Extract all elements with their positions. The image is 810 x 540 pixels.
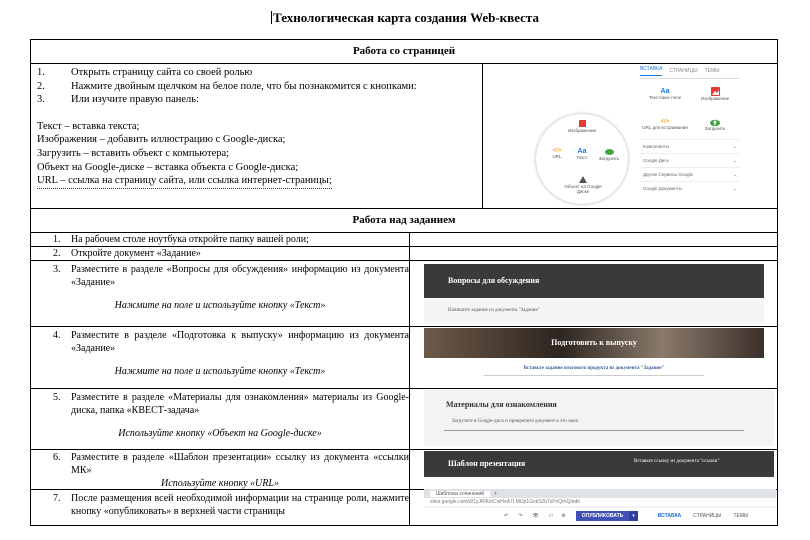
code-icon: </> xyxy=(552,148,562,154)
drive-icon xyxy=(579,176,587,183)
upload-button[interactable]: Загрузить xyxy=(690,109,740,139)
panel-list-item[interactable]: Компоненты ⌄ xyxy=(640,139,740,153)
new-tab-icon[interactable]: + xyxy=(494,490,497,497)
publish-button[interactable]: ОПУБЛИКОВАТЬ xyxy=(576,511,629,521)
text-icon: Aa xyxy=(577,148,587,155)
radial-insert-menu xyxy=(536,114,628,204)
code-icon: </> xyxy=(660,118,670,125)
tab-themes[interactable]: ТЕМЫ xyxy=(733,512,749,519)
table-row: 2. Откройте документ «Задание» xyxy=(31,247,777,261)
image-icon xyxy=(579,120,586,127)
tab-themes[interactable]: ТЕМЫ xyxy=(704,68,720,74)
add-user-icon[interactable]: ⚇ xyxy=(548,512,554,519)
note-line: Объект на Google-диске – вставка объекта с Google-диска; xyxy=(37,161,299,173)
note-line: Загрузить – вставить объект с компьютера; xyxy=(37,147,230,159)
tab-pages[interactable]: СТРАНИЦЫ xyxy=(693,512,722,519)
panel-list-item[interactable]: Google Документы ⌄ xyxy=(640,181,740,195)
undo-icon[interactable]: ↶ xyxy=(504,512,509,519)
note-line: URL – ссылка на страницу сайта, или ссылка интернет-страницы; xyxy=(37,174,332,189)
radial-drive-option[interactable]: Объект на Google Диске xyxy=(560,176,606,194)
list-item: 1. Открыть страницу сайта со своей ролью xyxy=(37,67,253,78)
chevron-icon: ⌄ xyxy=(733,143,737,149)
preview-icon[interactable]: 👁 xyxy=(532,512,539,519)
note-line: Текст – вставка текста; xyxy=(37,120,140,132)
table-row: 3. Разместите в разделе «Вопросы для обсуждения» информацию из документа «Задание» Нажмите на поле и используйте кнопку «Текст» xyxy=(31,261,777,327)
table-row: 7. После размещения всей необходимой информации на странице роли, нажмите кнопку «опубликовать» в верхней части страницы xyxy=(31,490,777,525)
tab-pages[interactable]: СТРАНИЦЫ xyxy=(669,68,698,74)
text-cursor xyxy=(271,11,272,24)
upload-cloud-icon xyxy=(605,148,614,155)
text-icon: Aa xyxy=(660,88,670,95)
tab-insert[interactable]: ВСТАВКА xyxy=(640,66,662,76)
note-line: Изображения – добавить иллюстрацию с Google-диска; xyxy=(37,134,286,146)
chevron-icon: ⌄ xyxy=(733,157,737,163)
document-title: Технологическая карта создания Web-квеста xyxy=(273,10,539,25)
page-work-instructions xyxy=(37,66,477,189)
publish-options-chevron-icon[interactable]: ▾ xyxy=(629,511,638,521)
tab-insert[interactable]: ВСТАВКА xyxy=(657,512,682,519)
upload-cloud-icon xyxy=(710,118,720,126)
image-button[interactable]: Изображение xyxy=(690,79,740,109)
list-item: 2. Нажмите двойным щелчком на белое поле, что бы познакомится с кнопками: xyxy=(37,80,417,92)
settings-icon[interactable]: ⚙ xyxy=(561,512,566,519)
textbox-button[interactable]: Aa Текстовое поле xyxy=(648,88,682,100)
publish-toolbar-screenshot xyxy=(424,489,776,523)
radial-text-option[interactable]: Aa Текст xyxy=(576,148,588,160)
chevron-icon: ⌄ xyxy=(733,171,737,177)
embed-url-button[interactable]: </> URL для встраивания xyxy=(642,118,688,130)
prepare-release-screenshot: Подготовить к выпуску Вставьте задание итогового продукта из документа "Задание" xyxy=(424,328,764,384)
table-row: 1. На рабочем столе ноутбука откройте папку вашей роли; xyxy=(31,233,777,247)
panel-list-item[interactable]: Google Диск ⌄ xyxy=(640,153,740,167)
chevron-icon: ⌄ xyxy=(733,185,737,191)
presentation-template-screenshot: Шаблон презентация Вставьте ссылку из документа "ссылки" xyxy=(424,451,774,477)
radial-image-option[interactable]: Изображение xyxy=(567,120,597,133)
browser-tab[interactable]: Шаблоны сочинений xyxy=(430,491,490,497)
table-row: 6. Разместите в разделе «Шаблон презентации» ссылку из документа «ссылки МК» Используйте кнопку «URL» xyxy=(31,450,777,490)
list-item: 3. Или изучите правую панель: xyxy=(37,94,199,106)
section-header-task-work: Работа над заданием xyxy=(31,209,777,233)
questions-section-screenshot: Вопросы для обсуждения Напишите задание из документа "Задание" xyxy=(424,264,764,324)
insert-panel-screenshot xyxy=(640,64,740,208)
image-icon xyxy=(711,87,720,96)
radial-upload-option[interactable]: Загрузить xyxy=(594,148,624,161)
address-bar[interactable]: sites.google.com/d/1yJRlKmCwHoA7LMtJp1GxkS2b7zPxQrhQ/edit xyxy=(424,498,776,506)
redo-icon[interactable]: ↷ xyxy=(518,512,523,519)
section-header-page-work: Работа со страницей xyxy=(31,40,777,64)
table-row: 4. Разместите в разделе «Подготовка к выпуску» информацию из документа «Задание» Нажмите на поле и используйте кнопку «Текст» xyxy=(31,327,777,389)
materials-section-screenshot: Материалы для ознакомления Загрузите в Google-диск и прикрепите документ к это окно xyxy=(424,390,774,446)
panel-list-item[interactable]: Другие Сервисы Google ⌄ xyxy=(640,167,740,181)
radial-url-option[interactable]: </> URL xyxy=(552,148,562,159)
table-row: 5. Разместите в разделе «Материалы для ознакомления» материалы из Google-диска, папка «КВЕСТ-задача» Используйте кнопку «Объект на Google-диске» xyxy=(31,389,777,450)
